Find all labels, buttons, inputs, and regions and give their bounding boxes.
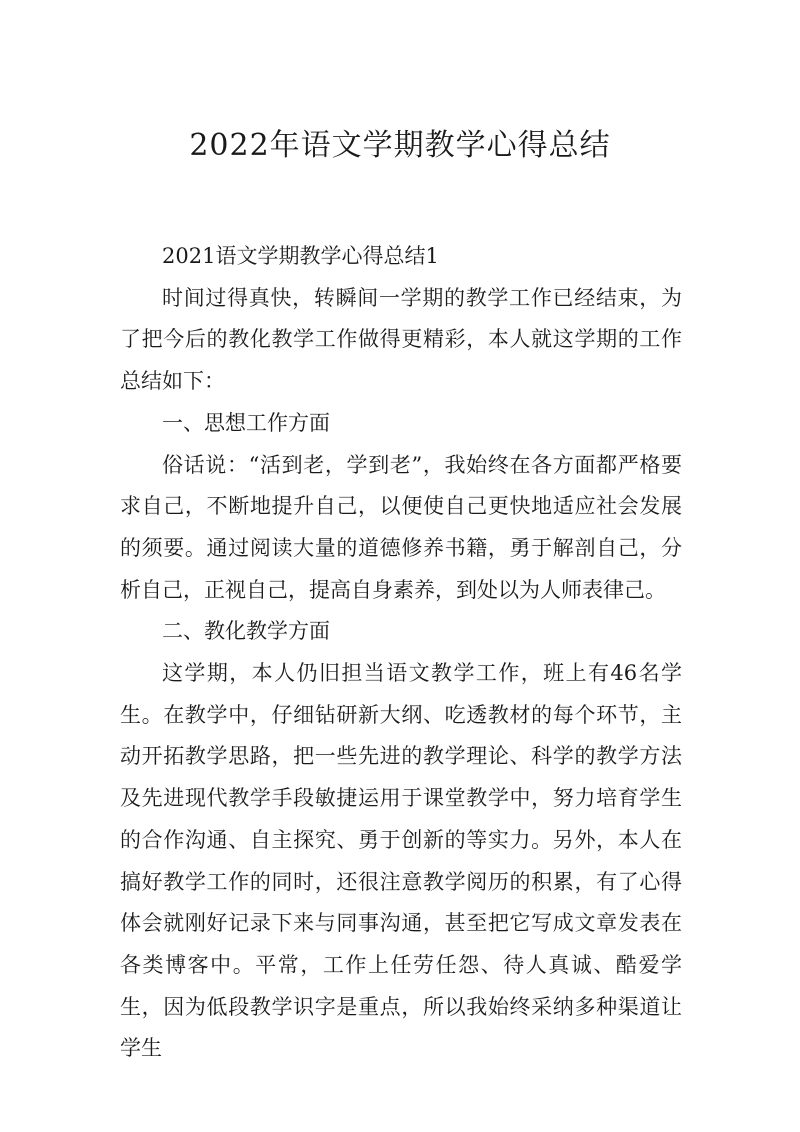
paragraph-subtitle: 2021语文学期教学心得总结1 xyxy=(162,244,439,268)
section-heading-teaching: 二、教化教学方面 xyxy=(162,619,330,644)
document-body xyxy=(120,236,682,1070)
paragraph-intro: 时间过得真快，转瞬间一学期的教学工作已经结束，为了把今后的教化教学工作做得更精彩，本人就这学期的工作总结如下： xyxy=(120,285,682,394)
paragraph-thought-work: 俗话说：“活到老，学到老”，我始终在各方面都严格要求自己，不断地提升自己，以便使自己更快地适应社会发展的须要。通过阅读大量的道德修养书籍，勇于解剖自己，分析自己，正视自己，提高自身素养，到处以为人师表律己。 xyxy=(120,452,682,602)
paragraph-teaching: 这学期，本人仍旧担当语文教学工作，班上有46名学生。在教学中，仔细钻研新大纲、吃透教材的每个环节，主动开拓教学思路，把一些先进的教学理论、科学的教学方法及先进现代教学手段敏捷运用于课堂教学中，努力培育学生的合作沟通、自主探究、勇于创新的等实力。另外，本人在搞好教学工作的同时，还很注意教学阅历的积累，有了心得体会就刚好记录下来与同事沟通，甚至把它写成文章发表在各类博客中。平常，工作上任劳任怨、待人真诚、酷爱学生，因为低段教学识字是重点，所以我始终采纳多种渠道让学生 xyxy=(120,661,682,1061)
document-title: 2022年语文学期教学心得总结 xyxy=(189,128,611,163)
section-heading-thought-work: 一、思想工作方面 xyxy=(162,410,330,435)
